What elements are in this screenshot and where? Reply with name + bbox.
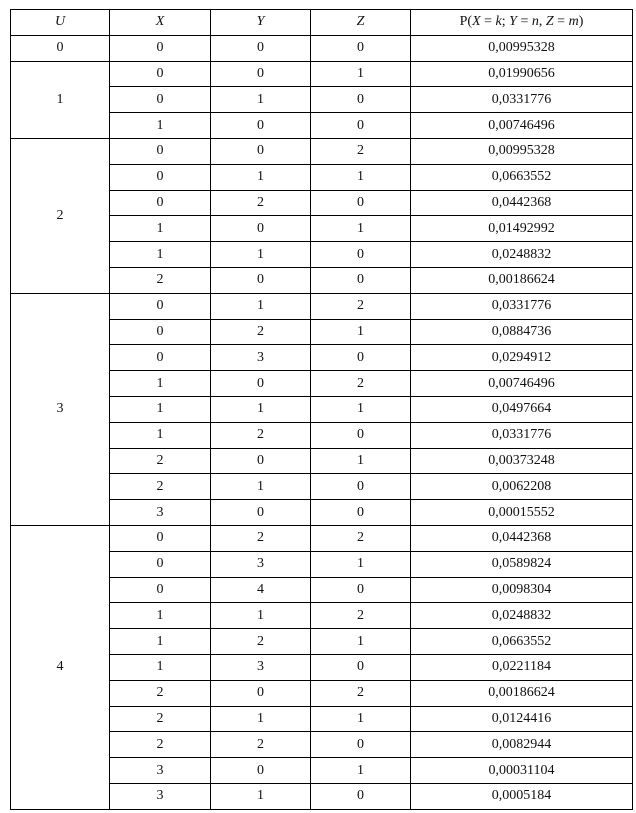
cell-x: 0 [110,551,211,577]
cell-p: 0,0663552 [411,164,633,190]
cell-y: 2 [211,629,311,655]
cell-p: 0,0589824 [411,551,633,577]
cell-p: 0,00746496 [411,113,633,139]
cell-y: 1 [211,242,311,268]
header-z: Z [311,10,411,36]
cell-x: 1 [110,396,211,422]
cell-y: 4 [211,577,311,603]
cell-z: 1 [311,216,411,242]
table-row [11,35,633,61]
cell-p: 0,0248832 [411,603,633,629]
cell-p: 0,00186624 [411,680,633,706]
cell-z: 0 [311,242,411,268]
cell-z: 1 [311,448,411,474]
cell-p: 0,00995328 [411,138,633,164]
header-u: U [11,10,110,36]
header-probability: P(X = k; Y = n, Z = m) [411,10,633,36]
cell-z: 0 [311,500,411,526]
cell-z: 1 [311,706,411,732]
cell-y: 1 [211,603,311,629]
cell-p: 0,00995328 [411,35,633,61]
cell-x: 3 [110,783,211,809]
cell-p: 0,0248832 [411,242,633,268]
cell-u: 1 [11,61,110,138]
cell-y: 0 [211,61,311,87]
cell-y: 1 [211,293,311,319]
cell-z: 0 [311,190,411,216]
cell-z: 0 [311,577,411,603]
table-body [11,35,633,809]
cell-y: 2 [211,525,311,551]
cell-x: 2 [110,732,211,758]
cell-x: 0 [110,525,211,551]
cell-y: 0 [211,758,311,784]
cell-x: 1 [110,629,211,655]
cell-x: 2 [110,448,211,474]
cell-y: 1 [211,706,311,732]
header-x: X [110,10,211,36]
cell-y: 3 [211,551,311,577]
cell-z: 2 [311,293,411,319]
cell-p: 0,0062208 [411,474,633,500]
table-row [11,61,633,87]
cell-p: 0,0331776 [411,87,633,113]
cell-y: 0 [211,216,311,242]
cell-z: 0 [311,35,411,61]
cell-z: 1 [311,61,411,87]
cell-p: 0,0442368 [411,190,633,216]
header-row [11,10,633,36]
cell-x: 1 [110,422,211,448]
cell-z: 0 [311,654,411,680]
cell-y: 2 [211,732,311,758]
cell-z: 1 [311,319,411,345]
cell-z: 2 [311,138,411,164]
cell-z: 1 [311,629,411,655]
cell-z: 0 [311,113,411,139]
cell-x: 1 [110,371,211,397]
cell-x: 1 [110,654,211,680]
cell-x: 1 [110,242,211,268]
cell-z: 0 [311,422,411,448]
cell-z: 0 [311,474,411,500]
cell-y: 1 [211,164,311,190]
table-row [11,525,633,551]
cell-y: 1 [211,87,311,113]
cell-y: 2 [211,319,311,345]
cell-u: 2 [11,138,110,293]
cell-p: 0,0663552 [411,629,633,655]
cell-y: 0 [211,35,311,61]
cell-x: 2 [110,474,211,500]
cell-x: 1 [110,113,211,139]
cell-z: 2 [311,371,411,397]
cell-z: 1 [311,758,411,784]
cell-z: 0 [311,87,411,113]
cell-p: 0,0294912 [411,345,633,371]
cell-y: 1 [211,783,311,809]
cell-x: 2 [110,267,211,293]
cell-z: 2 [311,603,411,629]
cell-p: 0,01990656 [411,61,633,87]
cell-y: 0 [211,113,311,139]
cell-z: 0 [311,267,411,293]
cell-x: 1 [110,216,211,242]
cell-x: 0 [110,577,211,603]
cell-u: 0 [11,35,110,61]
cell-p: 0,0331776 [411,422,633,448]
cell-x: 1 [110,603,211,629]
cell-x: 0 [110,345,211,371]
cell-x: 0 [110,138,211,164]
cell-p: 0,0331776 [411,293,633,319]
cell-p: 0,0497664 [411,396,633,422]
table-row [11,293,633,319]
cell-u: 4 [11,525,110,809]
cell-y: 3 [211,345,311,371]
cell-y: 0 [211,138,311,164]
cell-p: 0,0005184 [411,783,633,809]
cell-z: 1 [311,164,411,190]
cell-x: 0 [110,35,211,61]
cell-y: 3 [211,654,311,680]
cell-x: 2 [110,706,211,732]
cell-y: 2 [211,422,311,448]
cell-p: 0,0442368 [411,525,633,551]
cell-p: 0,0098304 [411,577,633,603]
cell-y: 0 [211,500,311,526]
probability-table [10,9,633,810]
cell-z: 2 [311,680,411,706]
cell-p: 0,01492992 [411,216,633,242]
cell-x: 2 [110,680,211,706]
cell-z: 0 [311,345,411,371]
cell-y: 0 [211,448,311,474]
cell-z: 0 [311,732,411,758]
cell-p: 0,00746496 [411,371,633,397]
cell-x: 0 [110,319,211,345]
cell-y: 1 [211,474,311,500]
table-row [11,138,633,164]
cell-x: 0 [110,190,211,216]
cell-y: 2 [211,190,311,216]
cell-z: 2 [311,525,411,551]
cell-x: 0 [110,61,211,87]
cell-u: 3 [11,293,110,525]
cell-p: 0,00186624 [411,267,633,293]
cell-x: 3 [110,500,211,526]
header-y: Y [211,10,311,36]
cell-x: 0 [110,293,211,319]
cell-p: 0,0221184 [411,654,633,680]
cell-x: 0 [110,87,211,113]
cell-p: 0,0124416 [411,706,633,732]
cell-p: 0,0884736 [411,319,633,345]
cell-z: 1 [311,396,411,422]
cell-y: 0 [211,267,311,293]
cell-y: 1 [211,396,311,422]
cell-p: 0,0082944 [411,732,633,758]
cell-p: 0,00373248 [411,448,633,474]
cell-y: 0 [211,680,311,706]
cell-z: 0 [311,783,411,809]
cell-y: 0 [211,371,311,397]
cell-p: 0,00031104 [411,758,633,784]
cell-p: 0,00015552 [411,500,633,526]
cell-z: 1 [311,551,411,577]
cell-x: 0 [110,164,211,190]
cell-x: 3 [110,758,211,784]
